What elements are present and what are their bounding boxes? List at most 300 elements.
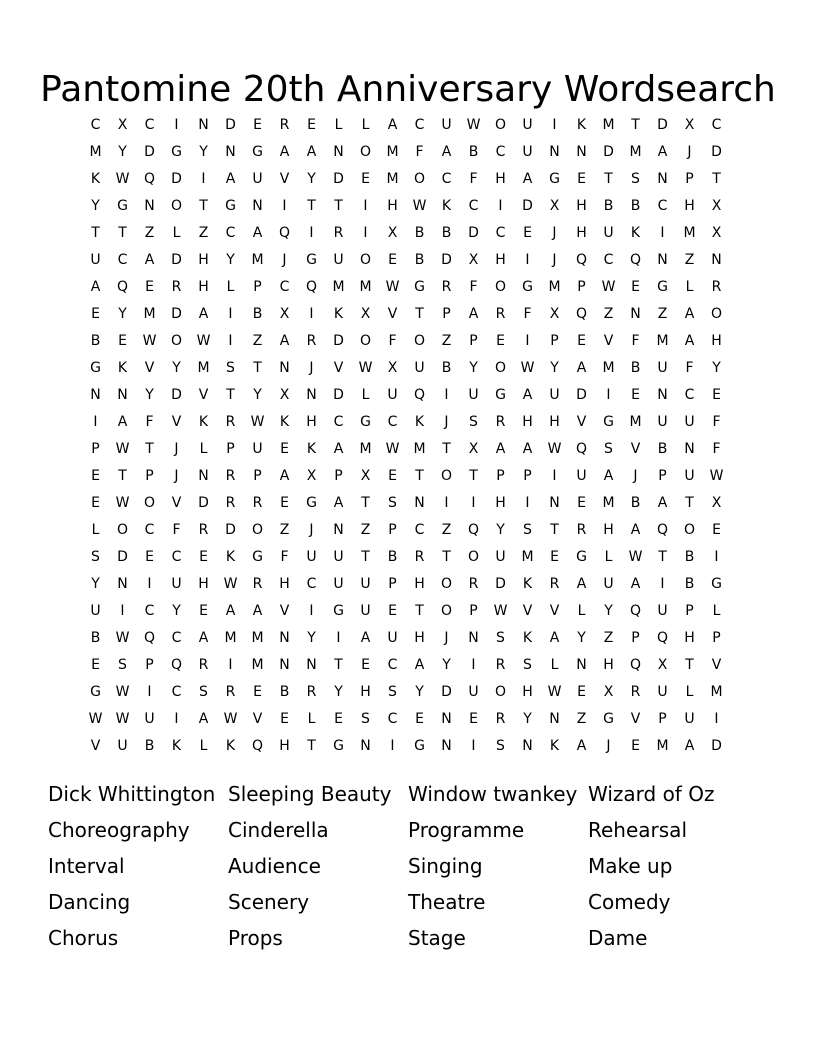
grid-letter: C [414,522,425,538]
grid-letter: X [279,306,290,322]
grid-letter: S [91,549,100,565]
grid-letter: U [171,576,182,592]
grid-letter: H [603,657,614,673]
grid-letter: U [522,117,533,133]
grid-letter: A [576,576,587,592]
grid-letter: V [198,387,209,403]
grid-letter: K [414,414,425,430]
grid-letter: K [306,441,317,457]
grid-letter: T [145,441,154,457]
grid-letter: K [279,414,290,430]
grid-letter: Z [684,252,695,268]
grid-letter: N [468,630,479,646]
grid-letter: G [333,603,344,619]
grid-letter: T [415,468,424,484]
grid-letter: O [170,198,183,214]
grid-letter: T [118,225,127,241]
grid-letter: N [360,738,371,754]
grid-letter: C [90,117,101,133]
grid-letter: B [144,738,155,754]
grid-letter: N [684,441,695,457]
grid-letter: D [657,117,668,133]
grid-letter: B [603,198,614,214]
grid-letter: A [657,144,668,160]
grid-letter: B [684,549,695,565]
grid-letter: K [90,171,101,187]
grid-letter: I [309,603,314,619]
grid-letter: D [468,225,479,241]
grid-letter: U [333,549,344,565]
grid-letter: V [171,414,182,430]
grid-letter: C [495,144,506,160]
grid-letter: O [467,549,480,565]
grid-letter: A [198,630,209,646]
grid-letter: Y [415,684,424,700]
grid-letter: Q [278,225,291,241]
grid-letter: I [471,738,476,754]
grid-letter: C [144,117,155,133]
grid-letter: E [415,711,424,727]
grid-letter: Y [334,684,343,700]
grid-letter: I [525,252,530,268]
grid-letter: C [333,414,344,430]
grid-letter: B [252,306,263,322]
grid-letter: A [576,360,587,376]
grid-letter: M [602,360,615,376]
grid-letter: D [711,144,722,160]
grid-letter: I [282,198,287,214]
grid-letter: W [223,576,238,592]
grid-letter: A [684,738,695,754]
grid-letter: A [576,738,587,754]
grid-letter: P [523,468,532,484]
grid-letter: M [548,279,561,295]
grid-letter: L [685,279,694,295]
grid-letter: T [307,198,316,214]
grid-letter: Y [496,522,505,538]
grid-letter: A [522,387,533,403]
grid-letter: M [251,252,264,268]
grid-letter: T [712,171,721,187]
grid-letter: P [550,333,559,349]
grid-letter: J [552,252,557,268]
grid-letter: I [147,684,152,700]
grid-letter: Q [170,657,183,673]
grid-letter: G [90,360,101,376]
grid-letter: T [307,738,316,754]
grid-letter: P [658,468,667,484]
grid-letter: D [441,252,452,268]
grid-letter: P [334,468,343,484]
grid-letter: F [523,306,532,322]
grid-letter: B [441,225,452,241]
grid-letter: W [115,711,130,727]
grid-letter: I [228,306,233,322]
grid-letter: I [525,333,530,349]
grid-letter: C [171,549,182,565]
grid-letter: R [198,657,209,673]
grid-letter: M [683,225,696,241]
grid-letter: U [252,441,263,457]
grid-letter: R [306,684,317,700]
grid-letter: T [118,468,127,484]
grid-letter: U [684,414,695,430]
grid-letter: H [198,279,209,295]
grid-letter: Q [413,387,426,403]
grid-letter: X [360,468,371,484]
grid-letter: G [171,144,182,160]
grid-letter: E [280,711,289,727]
grid-letter: W [709,468,724,484]
grid-letter: K [441,198,452,214]
grid-letter: Y [199,144,208,160]
grid-letter: C [387,414,398,430]
grid-letter: B [657,441,668,457]
grid-letter: U [549,387,560,403]
grid-letter: Q [467,522,480,538]
grid-letter: A [630,522,641,538]
grid-letter: U [387,630,398,646]
grid-letter: S [388,495,397,511]
grid-letter: V [576,414,587,430]
grid-letter: M [251,657,264,673]
grid-letter: K [522,576,533,592]
grid-letter: I [714,549,719,565]
grid-letter: M [656,333,669,349]
grid-letter: T [91,225,100,241]
grid-letter: E [631,387,640,403]
grid-letter: Y [118,144,127,160]
grid-letter: P [631,630,640,646]
grid-letter: J [444,630,449,646]
grid-letter: K [522,630,533,646]
word-list-item: Audience [228,854,321,878]
grid-letter: O [494,117,507,133]
grid-letter: T [442,549,451,565]
grid-letter: I [174,117,179,133]
grid-letter: Q [629,252,642,268]
grid-letter: U [603,225,614,241]
grid-letter: T [226,387,235,403]
grid-letter: I [363,198,368,214]
grid-letter: R [279,117,290,133]
grid-letter: C [387,711,398,727]
grid-letter: U [657,684,668,700]
grid-letter: T [631,117,640,133]
grid-letter: L [577,603,586,619]
grid-letter: S [118,657,127,673]
grid-letter: N [333,144,344,160]
grid-letter: A [441,144,452,160]
grid-letter: I [714,711,719,727]
grid-letter: E [253,117,262,133]
grid-letter: X [468,252,479,268]
grid-letter: Q [575,441,588,457]
grid-letter: K [198,414,209,430]
grid-letter: M [629,144,642,160]
word-list-item: Sleeping Beauty [228,782,392,806]
word-list-item: Comedy [588,890,671,914]
grid-letter: P [469,333,478,349]
grid-letter: U [117,738,128,754]
grid-letter: D [144,144,155,160]
grid-letter: Y [91,576,100,592]
grid-letter: X [306,468,317,484]
grid-letter: W [115,171,130,187]
grid-letter: C [495,225,506,241]
grid-letter: V [279,603,290,619]
grid-letter: A [630,576,641,592]
grid-letter: W [385,441,400,457]
grid-letter: I [120,603,125,619]
grid-letter: G [603,711,614,727]
grid-letter: R [549,576,560,592]
grid-letter: I [390,738,395,754]
grid-letter: K [171,738,182,754]
word-list-item: Rehearsal [588,818,687,842]
grid-letter: I [228,657,233,673]
grid-letter: U [522,144,533,160]
grid-letter: C [603,252,614,268]
grid-letter: E [577,171,586,187]
grid-letter: M [710,684,723,700]
grid-letter: K [549,738,560,754]
grid-letter: S [631,171,640,187]
grid-letter: A [495,441,506,457]
grid-letter: A [603,468,614,484]
grid-letter: M [602,117,615,133]
grid-letter: A [333,495,344,511]
grid-letter: S [496,630,505,646]
grid-letter: U [90,603,101,619]
grid-letter: V [279,171,290,187]
grid-letter: U [333,576,344,592]
grid-letter: I [552,117,557,133]
grid-letter: E [388,603,397,619]
grid-letter: P [712,630,721,646]
grid-letter: T [442,441,451,457]
grid-letter: R [495,711,506,727]
grid-letter: E [334,711,343,727]
grid-letter: I [444,387,449,403]
grid-letter: M [143,306,156,322]
grid-letter: E [307,117,316,133]
grid-letter: C [387,657,398,673]
grid-letter: A [198,306,209,322]
grid-letter: X [603,684,614,700]
grid-letter: H [603,522,614,538]
grid-letter: A [279,468,290,484]
grid-letter: R [198,522,209,538]
grid-letter: G [117,198,128,214]
grid-letter: V [522,603,533,619]
grid-letter: H [414,630,425,646]
grid-letter: V [630,441,641,457]
grid-letter: M [89,144,102,160]
grid-letter: C [144,603,155,619]
word-list-item: Interval [48,854,125,878]
grid-letter: N [333,522,344,538]
grid-letter: R [252,576,263,592]
grid-letter: R [495,657,506,673]
grid-letter: U [684,468,695,484]
grid-letter: E [469,711,478,727]
grid-letter: I [93,414,98,430]
word-list-item: Theatre [408,890,486,914]
grid-letter: H [198,252,209,268]
grid-letter: M [602,495,615,511]
grid-letter: U [684,711,695,727]
grid-letter: Q [656,630,669,646]
grid-letter: U [90,252,101,268]
grid-letter: U [657,603,668,619]
grid-letter: Q [575,252,588,268]
grid-letter: S [523,522,532,538]
grid-letter: F [388,333,397,349]
grid-letter: A [333,441,344,457]
grid-letter: H [360,684,371,700]
grid-letter: M [359,441,372,457]
grid-letter: O [359,144,372,160]
grid-letter: W [115,495,130,511]
grid-letter: U [468,684,479,700]
grid-letter: A [279,144,290,160]
grid-letter: C [279,279,290,295]
grid-letter: N [522,738,533,754]
grid-letter: W [493,603,508,619]
grid-letter: E [91,495,100,511]
grid-letter: I [471,657,476,673]
grid-letter: D [495,576,506,592]
grid-letter: P [577,279,586,295]
grid-letter: V [144,360,155,376]
grid-letter: W [601,279,616,295]
grid-letter: Z [198,225,209,241]
grid-letter: L [226,279,235,295]
grid-letter: R [225,468,236,484]
grid-letter: J [633,468,638,484]
grid-letter: E [388,252,397,268]
grid-letter: K [117,360,128,376]
grid-letter: W [628,549,643,565]
grid-letter: W [466,117,481,133]
grid-letter: Q [575,306,588,322]
grid-letter: E [577,495,586,511]
grid-letter: S [496,738,505,754]
grid-letter: K [225,549,236,565]
grid-letter: M [386,171,399,187]
grid-letter: B [684,576,695,592]
grid-letter: Q [251,738,264,754]
grid-letter: U [360,603,371,619]
grid-letter: G [252,144,263,160]
grid-letter: J [606,738,611,754]
grid-letter: E [712,522,721,538]
grid-letter: O [359,333,372,349]
word-list-item: Choreography [48,818,190,842]
grid-letter: U [306,549,317,565]
grid-letter: A [468,306,479,322]
grid-letter: Z [279,522,290,538]
grid-letter: S [388,684,397,700]
grid-letter: U [657,360,668,376]
grid-letter: P [388,576,397,592]
grid-letter: D [441,684,452,700]
grid-letter: B [279,684,290,700]
grid-letter: W [547,684,562,700]
grid-letter: R [225,684,236,700]
grid-letter: H [495,252,506,268]
grid-letter: C [306,576,317,592]
grid-letter: A [198,711,209,727]
grid-letter: W [223,711,238,727]
grid-letter: F [469,171,478,187]
grid-letter: N [576,657,587,673]
grid-letter: Y [442,657,451,673]
grid-letter: E [91,306,100,322]
grid-letter: M [359,279,372,295]
grid-letter: O [494,684,507,700]
grid-letter: E [91,468,100,484]
grid-letter: A [252,225,263,241]
grid-letter: G [225,198,236,214]
grid-letter: Q [656,522,669,538]
grid-letter: Y [469,360,478,376]
grid-letter: D [711,738,722,754]
grid-letter: R [171,279,182,295]
grid-letter: W [88,711,103,727]
grid-letter: R [468,576,479,592]
grid-letter: B [414,225,425,241]
grid-letter: V [549,603,560,619]
word-list [48,776,768,956]
grid-letter: H [306,414,317,430]
grid-letter: N [657,252,668,268]
grid-letter: I [309,225,314,241]
grid-letter: F [712,414,721,430]
grid-letter: N [279,630,290,646]
grid-letter: I [444,495,449,511]
grid-letter: X [711,495,722,511]
grid-letter: S [469,414,478,430]
grid-letter: I [552,468,557,484]
grid-letter: D [576,387,587,403]
grid-letter: I [228,333,233,349]
grid-letter: S [604,441,613,457]
grid-letter: P [145,468,154,484]
grid-letter: M [197,360,210,376]
grid-letter: Y [577,630,586,646]
grid-letter: U [387,387,398,403]
grid-letter: I [309,306,314,322]
word-list-item: Window twankey [408,782,578,806]
grid-letter: J [282,252,287,268]
grid-letter: H [576,198,587,214]
grid-letter: F [469,279,478,295]
grid-letter: D [225,522,236,538]
grid-letter: P [388,522,397,538]
grid-letter: V [90,738,101,754]
grid-letter: T [604,171,613,187]
word-list-item: Dancing [48,890,131,914]
grid-letter: N [549,144,560,160]
grid-letter: Q [629,657,642,673]
grid-letter: T [253,360,262,376]
grid-letter: I [174,711,179,727]
grid-letter: Y [118,306,127,322]
grid-letter: G [306,252,317,268]
letter-grid [82,112,730,760]
